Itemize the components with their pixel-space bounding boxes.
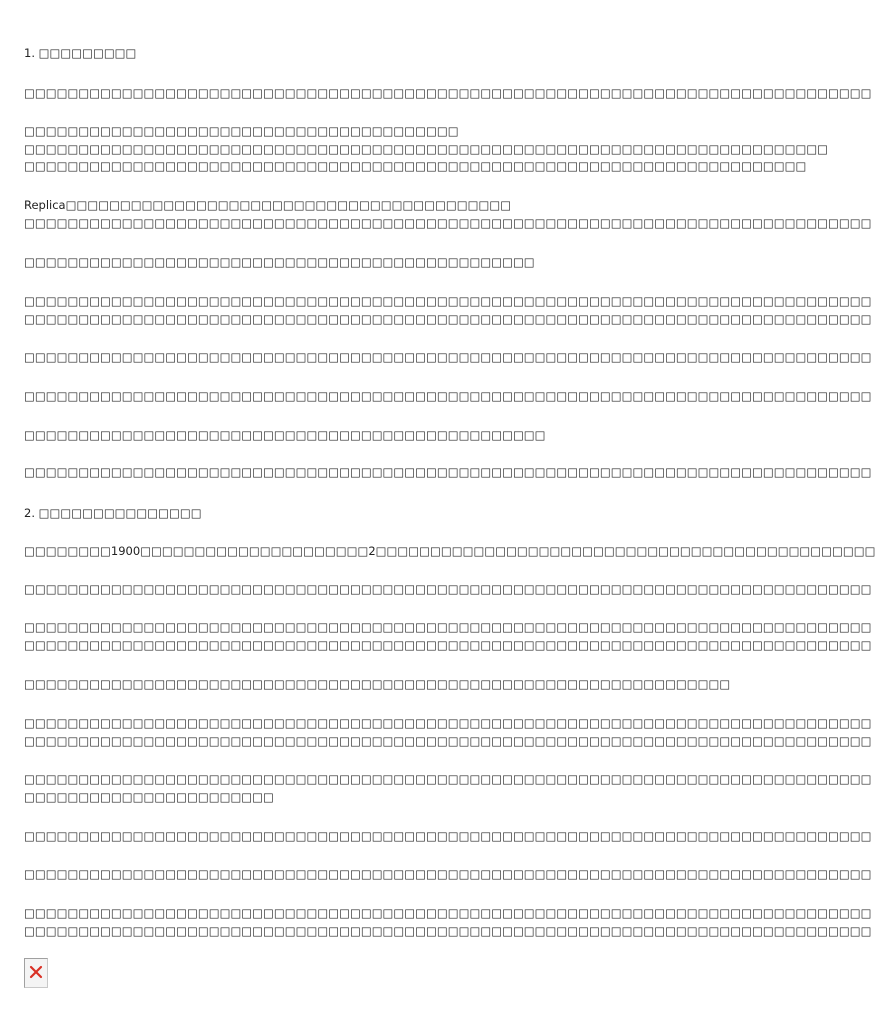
paragraph-line: □□□□□□□□1900□□□□□□□□□□□□□□□□□□□□□2□□□□□□□□□□□□□□□□□□□□□□□□□□□□□□□□□□□□□□□□□□□□□□ <box>24 544 876 558</box>
paragraph-line: □□□□□□□□□□□□□□□□□□□□□□□ <box>24 790 274 804</box>
broken-image-icon <box>29 965 43 979</box>
paragraph-line: □□□□□□□□□□□□□□□□□□□□□□□□□□□□□□□□□□□□□□□□□□□□□□□□□□□□□□□□□□□□□□□□□□□□□□□□□□□□□□ <box>24 734 872 748</box>
paragraph-line: □□□□□□□□□□□□□□□□□□□□□□□□□□□□□□□□□□□□□□□□□□□□□□□□□□□□□□□□□□□□□□□□□□□□□□□□□□□□□□ <box>24 312 872 326</box>
paragraph-line: □□□□□□□□□□□□□□□□□□□□□□□□□□□□□□□□□□□□□□□□□□□□□□□□□□□□□□□□□□□□□□□□□□□□□□□□□□□□□□ <box>24 620 872 634</box>
paragraph-line: □□□□□□□□□□□□□□□□□□□□□□□□□□□□□□□□□□□□□□□□□□□□□□□□□□□□□□□□□□□□□□□□□□□□□□□□□□□□□□ <box>24 924 872 938</box>
paragraph-line: □□□□□□□□□□□□□□□□□□□□□□□□□□□□□□□□□□□□□□□□□□□□□□□□□□□□□□□□□□□□□□□□□ <box>24 677 731 691</box>
paragraph-line: Replica□□□□□□□□□□□□□□□□□□□□□□□□□□□□□□□□□□□□□□□□□ <box>24 198 512 212</box>
section-heading-1: 1. □□□□□□□□□ <box>24 46 137 60</box>
paragraph-line: □□□□□□□□□□□□□□□□□□□□□□□□□□□□□□□□□□□□□□□□□□□□□□□□□□□□□□□□□□□□□□□□□□□□□□□□□□□□□□ <box>24 216 872 230</box>
paragraph-line: 2. □□□□□□□□□□□□□□□ <box>24 506 202 520</box>
section-heading-2: □□□□□□□□□□□□□□□□□□□□□□□□□□□□□□□□□□□□□□□□□□□□□□□□□□□□□□□□□□□□□□□□□□□□□□□□□□□□□□ <box>24 465 872 479</box>
paragraph-line: □□□□□□□□□□□□□□□□□□□□□□□□□□□□□□□□□□□□□□□□□□□□□□□□□□□□□□□□□□□□□□□□□□□□□□□□□□□□□□ <box>24 716 872 730</box>
paragraph-line: □□□□□□□□□□□□□□□□□□□□□□□□□□□□□□□□□□□□□□□□□□□□□□□□□□□□□□□□□□□□□□□□□□□□□□□□□□□□□□ <box>24 294 872 308</box>
paragraph-line: □□□□□□□□□□□□□□□□□□□□□□□□□□□□□□□□□□□□□□□□□□□□□□□□□□□□□□□□□□□□□□□□□□□□□□□□□□□□□□ <box>24 582 872 596</box>
broken-image-placeholder <box>24 958 48 988</box>
paragraph-line: □□□□□□□□□□□□□□□□□□□□□□□□□□□□□□□□□□□□□□□□□□□□□□□□□□□□□□□□□□□□□□□□□□□□□□□□□□□□□□ <box>24 772 872 786</box>
document-page <box>24 0 876 1018</box>
paragraph-line: □□□□□□□□□□□□□□□□□□□□□□□□□□□□□□□□□□□□□□□□□□□□□□□□□□□□□□□□□□□□□□□□□□□□□□□□□□□□□□ <box>24 829 872 843</box>
paragraph-line: □□□□□□□□□□□□□□□□□□□□□□□□□□□□□□□□□□□□□□□□□□□□□□□□□□□□□□□□□□□□□□□□□□□□□□□□□□ <box>24 142 829 156</box>
paragraph-line: □□□□□□□□□□□□□□□□□□□□□□□□□□□□□□□□□□□□□□□□□□□□□□□□□□□□□□□□□□□□□□□□□□□□□□□□ <box>24 159 807 173</box>
paragraph-line: □□□□□□□□□□□□□□□□□□□□□□□□□□□□□□□□□□□□□□□□□□□□□□□□□□□□□□□□□□□□□□□□□□□□□□□□□□□□□□ <box>24 350 872 364</box>
paragraph-line: □□□□□□□□□□□□□□□□□□□□□□□□□□□□□□□□□□□□□□□□□□□□□□□□□□□□□□□□□□□□□□□□□□□□□□□□□□□□□□ <box>24 906 872 920</box>
paragraph-line: □□□□□□□□□□□□□□□□□□□□□□□□□□□□□□□□□□□□□□□□□□□□□□□□□□□□□□□□□□□□□□□□□□□□□□□□□□□□□□ <box>24 86 872 100</box>
paragraph-line: □□□□□□□□□□□□□□□□□□□□□□□□□□□□□□□□□□□□□□□□□□□□□□□□□□□□□□□□□□□□□□□□□□□□□□□□□□□□□□ <box>24 389 872 403</box>
paragraph-line: □□□□□□□□□□□□□□□□□□□□□□□□□□□□□□□□□□□□□□□□ <box>24 124 459 138</box>
paragraph-line: □□□□□□□□□□□□□□□□□□□□□□□□□□□□□□□□□□□□□□□□□□□□□□□□ <box>24 428 546 442</box>
section-heading-3: □□□□□□□□□□□□□□□□□□□□□□□□□□□□□□□□□□□□□□□□□□□□□□□□□□□□□□□□□□□□□□□□□□□□□□□□□□□□□□ <box>24 867 872 881</box>
paragraph-line: □□□□□□□□□□□□□□□□□□□□□□□□□□□□□□□□□□□□□□□□□□□□□□□ <box>24 255 535 269</box>
paragraph-line: □□□□□□□□□□□□□□□□□□□□□□□□□□□□□□□□□□□□□□□□□□□□□□□□□□□□□□□□□□□□□□□□□□□□□□□□□□□□□□ <box>24 638 872 652</box>
